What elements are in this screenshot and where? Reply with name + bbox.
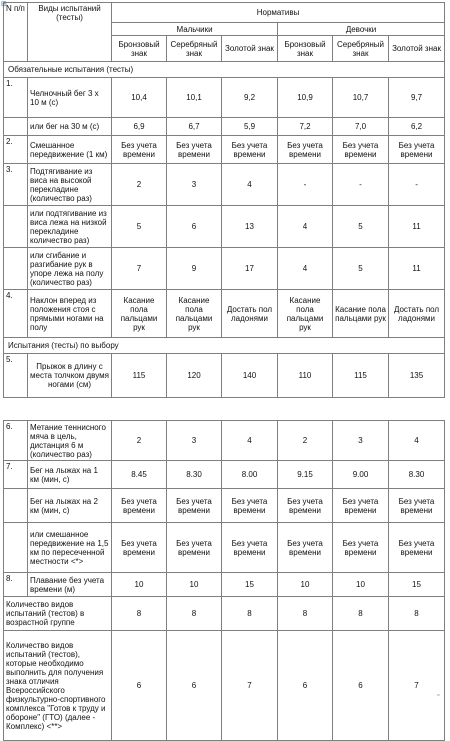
row-value: Без учета времени [333,136,389,164]
row-value: 7,2 [278,118,333,136]
summary-rows [4,597,445,741]
row-value: Без учета времени [222,489,278,523]
optional-rows [4,421,445,597]
row-value: 2 [112,164,167,206]
row-value: - [278,164,333,206]
row-value: 4 [389,421,445,461]
table-row [4,136,445,164]
table-move-handle[interactable]: ⊞ [1,1,7,8]
row-value: 9.00 [333,461,389,489]
table-row [4,78,445,118]
table-row [4,597,445,631]
row-value: - [333,164,389,206]
table-row [4,573,445,597]
header-girls: Девочки [278,23,445,36]
row-value: 11 [389,248,445,290]
header-boys-bronze: Бронзовый знак [112,36,167,62]
row-value: 8 [278,597,333,631]
row-num: 3. [4,164,28,206]
row-value: 10,7 [333,78,389,118]
row-value: Без учета времени [222,136,278,164]
table-row [4,248,445,290]
row-num: 4. [4,290,28,338]
table-resize-handle[interactable]: ▫ [437,692,440,699]
row-value: Касание пола пальцами рук [333,290,389,338]
row-value: 8 [112,597,167,631]
row-value: 6,9 [112,118,167,136]
row-value: 3 [167,421,222,461]
row-num: 2. [4,136,28,164]
section-mandatory: Обязательные испытания (тесты) [4,62,445,78]
row-value: 10 [333,573,389,597]
row-value: 8 [222,597,278,631]
row-value: 4 [222,164,278,206]
table-row [4,118,445,136]
row-num: 6. [4,421,28,461]
row-test-name: Бег на лыжах на 1 км (мин, с) [28,461,112,489]
row-value: 115 [333,354,389,398]
row-value: 140 [222,354,278,398]
header-girls-gold: Золотой знак [389,36,445,62]
table-row [4,631,445,741]
row-test-name: Подтягивание из виса на высокой перекладине (количество раз) [28,164,112,206]
table-row [4,206,445,248]
section-optional: Испытания (тесты) по выбору [4,338,445,354]
row-value: 10,1 [167,78,222,118]
row-value: - [389,164,445,206]
row-test-name: Плавание без учета времени (м) [28,573,112,597]
row-value: 10 [278,573,333,597]
row-value: 8.00 [222,461,278,489]
row-value: 4 [278,248,333,290]
header-test-types: Виды испытаний (тесты) [28,3,112,62]
row-value: 7 [112,248,167,290]
row-value: Достать пол ладонями [222,290,278,338]
row-value: Без учета времени [333,523,389,573]
row-value: 6,7 [167,118,222,136]
row-value: Касание пола пальцами рук [112,290,167,338]
standards-table [3,2,445,398]
row-value: 6 [333,631,389,741]
row-test-name: Наклон вперед из положения стоя с прямыми ногами на полу [28,290,112,338]
row-value: Без учета времени [389,523,445,573]
row-value: Без учета времени [112,523,167,573]
row-value: 10 [112,573,167,597]
row-value: Без учета времени [278,136,333,164]
row-value: 5,9 [222,118,278,136]
row-value: 9,2 [222,78,278,118]
row-test-name: Прыжок в длину с места толчком двумя ногами (см) [28,354,112,398]
row-value: 15 [222,573,278,597]
standards-table-continued [3,420,445,741]
header-girls-silver: Серебряный знак [333,36,389,62]
row-value: Без учета времени [112,489,167,523]
row-value: 115 [112,354,167,398]
row-value: 120 [167,354,222,398]
row-value: 135 [389,354,445,398]
row-num: 7. [4,461,28,489]
row-test-name: Бег на лыжах на 2 км (мин, с) [28,489,112,523]
row-value: 5 [333,248,389,290]
header-boys: Мальчики [112,23,278,36]
header-num: N п/п [4,3,28,62]
row-test-name: или сгибание и разгибание рук в упоре лежа на полу (количество раз) [28,248,112,290]
row-num: 8. [4,573,28,597]
row-value: Касание пола пальцами рук [278,290,333,338]
row-value: 9 [167,248,222,290]
row-value: 7 [389,631,445,741]
table-row [4,164,445,206]
row-value: 2 [112,421,167,461]
table-row [4,290,445,338]
row-num [4,118,28,136]
row-value: 8 [389,597,445,631]
row-value: 3 [333,421,389,461]
row-value: 3 [167,164,222,206]
table-row [4,489,445,523]
row-value: Касание пола пальцами рук [167,290,222,338]
row-value: 6 [278,631,333,741]
row-value: 10,9 [278,78,333,118]
row-value: 9,7 [389,78,445,118]
row-value: 4 [222,421,278,461]
row-value: 2 [278,421,333,461]
row-num [4,248,28,290]
row-value: Без учета времени [167,489,222,523]
table-row [4,461,445,489]
row-value: 9.15 [278,461,333,489]
header-boys-silver: Серебряный знак [167,36,222,62]
row-value: 5 [112,206,167,248]
row-num [4,523,28,573]
row-value: Без учета времени [389,489,445,523]
row-value: Без учета времени [167,523,222,573]
row-value: Без учета времени [167,136,222,164]
row-num [4,489,28,523]
row-value: Без учета времени [333,489,389,523]
row-test-name: или подтягивание из виса лежа на низкой перекладине количество раз) [28,206,112,248]
row-value: 8 [333,597,389,631]
row-value: 6 [112,631,167,741]
row-value: 6 [167,206,222,248]
row-test-name: или смешанное передвижение на 1,5 км по пересеченной местности <*> [28,523,112,573]
row-value: Без учета времени [112,136,167,164]
row-value: 7,0 [333,118,389,136]
row-value: 5 [333,206,389,248]
row-value: Без учета времени [389,136,445,164]
header-girls-bronze: Бронзовый знак [278,36,333,62]
table-row [4,523,445,573]
row-num: 1. [4,78,28,118]
mandatory-rows [4,78,445,338]
row-value: 10,4 [112,78,167,118]
table-row [4,354,445,398]
row-value: 4 [278,206,333,248]
row-test-name: Количество видов испытаний (тестов) в возрастной группе [4,597,112,631]
row-value: 8.45 [112,461,167,489]
row-value: 6 [167,631,222,741]
row-test-name: Смешанное передвижение (1 км) [28,136,112,164]
row-test-name: Челночный бег 3 х 10 м (с) [28,78,112,118]
row-num: 5. [4,354,28,398]
row-value: 17 [222,248,278,290]
row-value: 11 [389,206,445,248]
row-value: 8.30 [167,461,222,489]
row-value: 10 [167,573,222,597]
row-value: 110 [278,354,333,398]
row-value: Достать пол ладонями [389,290,445,338]
row-value: 15 [389,573,445,597]
row-value: Без учета времени [278,489,333,523]
row-test-name: Количество видов испытаний (тестов), которые необходимо выполнить для получения знака отличия Всероссийского физкультурно-спортивного комплекса "Готов к труду и обороне" (ГТО) (далее - Комплекс) <**> [4,631,112,741]
header-standards: Нормативы [112,3,445,23]
row-test-name: или бег на 30 м (с) [28,118,112,136]
row-num [4,206,28,248]
row-value: 7 [222,631,278,741]
row-value: Без учета времени [222,523,278,573]
table-row [4,421,445,461]
row-value: 13 [222,206,278,248]
row-value: 6,2 [389,118,445,136]
row-test-name: Метание теннисного мяча в цель, дистанция 6 м (количество раз) [28,421,112,461]
row-value: 8 [167,597,222,631]
header-boys-gold: Золотой знак [222,36,278,62]
row-value: 8.30 [389,461,445,489]
row-value: Без учета времени [278,523,333,573]
